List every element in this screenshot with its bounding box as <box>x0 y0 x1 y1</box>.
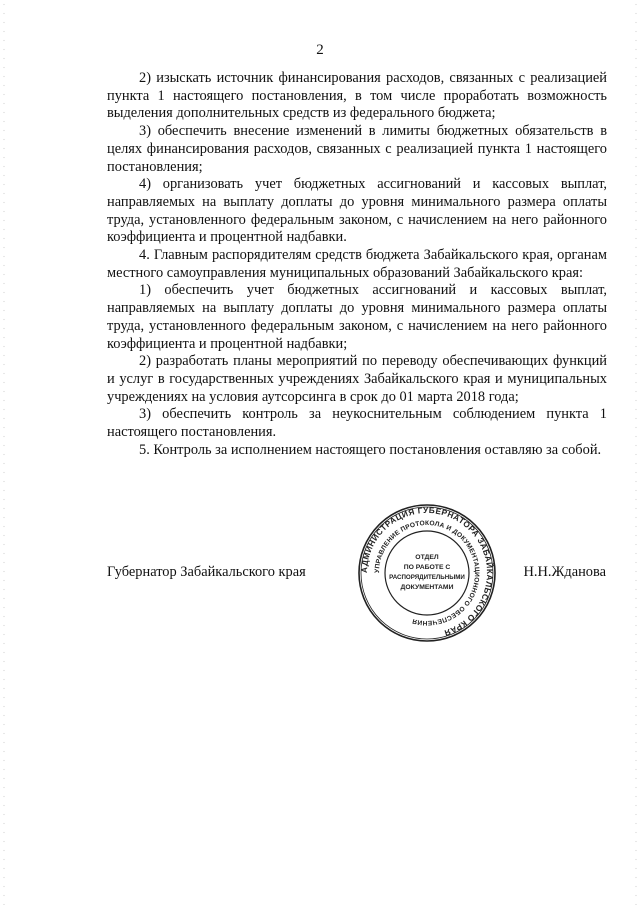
signature-title: Губернатор Забайкальского края <box>107 564 306 580</box>
paragraph: 4) организовать учет бюджетных ассигнований и кассовых выплат, направляемых на выплату доплаты до уровня минимального размера оплаты труда, установленного федеральным законом, с начислением на него районного коэффициента и процентной надбавки. <box>107 176 607 246</box>
paragraph: 2) разработать планы мероприятий по переводу обеспечивающих функций и услуг в государственных учреждениях Забайкальского края и муниципальных учреждениях на условия аутсорсинга в срок до 01 марта 2018 года; <box>107 353 607 405</box>
paragraph: 2) изыскать источник финансирования расходов, связанных с реализацией пункта 1 настоящего постановления, в том числе проработать возможность выделения дополнительных средств из федерального бюджета; <box>107 70 607 122</box>
signature-name: Н.Н.Жданова <box>523 564 606 580</box>
seal-center-line: ПО РАБОТЕ С <box>403 564 451 571</box>
official-seal-stamp <box>356 502 498 644</box>
seal-center-line: ДОКУМЕНТАМИ <box>400 584 454 591</box>
paragraph: 3) обеспечить контроль за неукоснительным соблюдением пункта 1 настоящего постановления. <box>107 406 607 441</box>
paragraph: 3) обеспечить внесение изменений в лимиты бюджетных обязательств в целях финансирования расходов, связанных с реализацией пункта 1 настоящего постановления; <box>107 123 607 175</box>
paragraph: 5. Контроль за исполнением настоящего постановления оставляю за собой. <box>139 441 602 458</box>
page-number: 2 <box>316 42 324 58</box>
left-scan-edge <box>3 0 5 905</box>
document-body <box>107 70 607 459</box>
seal-center-line: ОТДЕЛ <box>415 554 439 561</box>
paragraph: 1) обеспечить учет бюджетных ассигнований и кассовых выплат, направляемых на выплату доплаты до уровня минимального размера оплаты труда, установленного федеральным законом, с начислением на него районного коэффициента и процентной надбавки; <box>107 282 607 352</box>
paragraph: 4. Главным распорядителям средств бюджета Забайкальского края, органам местного самоуправления муниципальных образований Забайкальского края: <box>107 247 607 281</box>
seal-outer-text: АДМИНИСТРАЦИЯ ГУБЕРНАТОРА ЗАБАЙКАЛЬСКОГО КРАЯ <box>359 505 495 638</box>
seal-center-line: РАСПОРЯДИТЕЛЬНЫМИ <box>389 574 465 581</box>
right-scan-edge <box>635 0 637 905</box>
seal-inner-text: УПРАВЛЕНИЕ ПРОТОКОЛА И ДОКУМЕНТАЦИОННОГО ОБЕСПЕЧЕНИЯ <box>373 519 481 627</box>
